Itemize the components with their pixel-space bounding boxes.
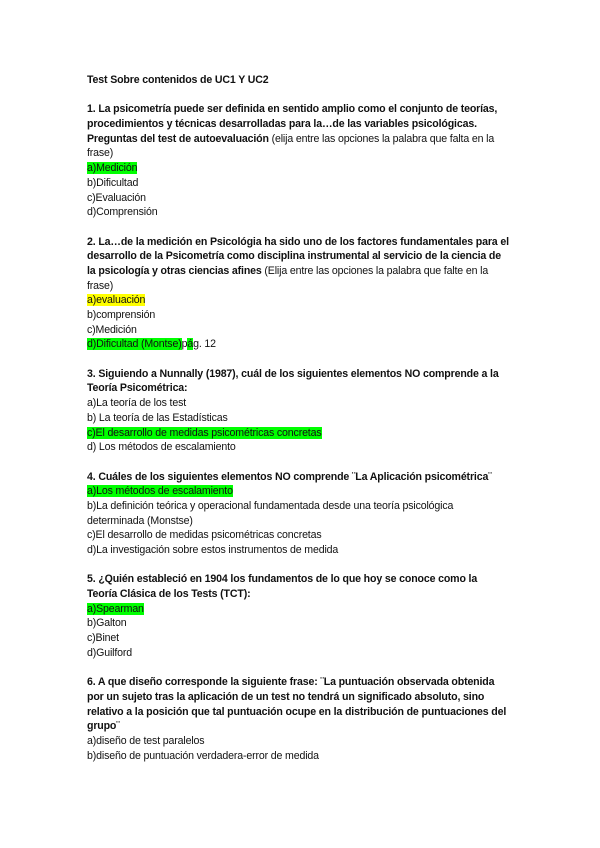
question-text-line	[87, 381, 527, 396]
answer-option	[87, 631, 527, 646]
answer-text: d)Guilford	[87, 646, 133, 659]
question-text-normal: (elija entre las opciones la palabra que falta en la	[268, 132, 495, 145]
answer-option	[87, 293, 527, 308]
answer-option	[87, 308, 527, 323]
question-text-line	[87, 117, 527, 132]
answer-text: b)Galton	[87, 617, 127, 630]
answer-option	[87, 411, 527, 426]
blank-line	[87, 455, 527, 470]
answer-option	[87, 602, 527, 617]
question-text-normal: (Elija entre las opciones la palabra que falte en la	[261, 264, 489, 277]
answer-text: d) Los métodos de escalamiento	[87, 441, 236, 454]
answer-option	[87, 161, 527, 176]
answer-text: p	[181, 338, 188, 351]
question-text-bold: relativo a la posición que tal puntuación ocupe en la distribución de puntuaciones del	[87, 705, 507, 718]
document-title	[87, 73, 527, 88]
question-block	[87, 235, 527, 353]
answer-option	[87, 426, 527, 441]
question-block	[87, 572, 527, 660]
question-text-line	[87, 132, 527, 147]
answer-text: c)Binet	[87, 632, 119, 645]
question-text-normal: frase)	[87, 147, 114, 160]
highlighted-answer-green: a)Los métodos de escalamiento	[87, 485, 233, 498]
question-text-line	[87, 719, 527, 734]
answer-text: c)Evaluación	[87, 191, 146, 204]
question-text-bold: 4. Cuáles de los siguientes elementos NO comprende ¨La Aplicación psicométrica¨	[87, 470, 492, 483]
question-text-line	[87, 690, 527, 705]
answer-option	[87, 749, 527, 764]
question-text-bold: por un sujeto tras la aplicación de un test no tendrá un significado absoluto, sino	[87, 690, 485, 703]
highlighted-answer-green: d)Dificultad (Montse)	[87, 338, 182, 351]
highlighted-answer-yellow: a)evaluación	[87, 294, 146, 307]
answer-text: b)Dificultad	[87, 176, 139, 189]
question-text-bold: 6. A que diseño corresponde la siguiente frase: ¨La puntuación observada obtenida	[87, 676, 495, 689]
answer-option	[87, 176, 527, 191]
blank-line	[87, 763, 527, 778]
answer-option	[87, 396, 527, 411]
question-text-line	[87, 367, 527, 382]
title-text: Test Sobre contenidos de UC1 Y UC2	[87, 74, 269, 86]
answer-text: determinada (Monstse)	[87, 514, 193, 527]
question-text-bold: Teoría Psicométrica:	[87, 382, 188, 395]
answer-text: b) La teoría de las Estadísticas	[87, 411, 228, 424]
answer-option	[87, 191, 527, 206]
answer-text: d)Comprensión	[87, 206, 158, 219]
question-text-bold: grupo¨	[87, 720, 120, 733]
answer-option	[87, 528, 527, 543]
highlighted-answer-green: a)Spearman	[87, 602, 144, 615]
answer-option	[87, 337, 527, 352]
answer-text: d)La investigación sobre estos instrumentos de medida	[87, 544, 339, 556]
question-block	[87, 102, 527, 220]
answer-text: a)La teoría de los test	[87, 397, 187, 410]
question-text-line	[87, 279, 527, 294]
answer-text: c)El desarrollo de medidas psicométricas concretas	[87, 529, 322, 542]
question-text-line	[87, 705, 527, 720]
answer-option	[87, 499, 527, 514]
question-text-bold: procedimientos y técnicas desarrolladas para la…de las variables psicológicas.	[87, 118, 477, 131]
highlighted-answer-green: a)Medición	[87, 162, 138, 175]
question-text-bold: desarrollo de la Psicometría como disciplina instrumental al servicio de la ciencia de	[87, 250, 501, 263]
answer-option	[87, 514, 527, 529]
question-text-line	[87, 249, 527, 264]
answer-option	[87, 440, 527, 455]
blank-line	[87, 88, 527, 103]
question-block	[87, 675, 527, 763]
question-text-line	[87, 146, 527, 161]
question-text-normal: frase)	[87, 279, 114, 292]
question-text-line	[87, 587, 527, 602]
question-text-line	[87, 235, 527, 250]
blank-line	[87, 661, 527, 676]
question-list	[87, 102, 527, 778]
question-text-bold: 3. Siguiendo a Nunnally (1987), cuál de los siguientes elementos NO comprende a la	[87, 367, 499, 380]
answer-text: b)comprensión	[87, 309, 156, 321]
blank-line	[87, 220, 527, 235]
question-text-bold: la psicología y otras ciencias afines	[87, 264, 262, 277]
blank-line	[87, 558, 527, 573]
blank-line	[87, 352, 527, 367]
highlighted-answer-green: c)El desarrollo de medidas psicométricas concretas	[87, 426, 322, 439]
question-text-bold: 1. La psicometría puede ser definida en sentido amplio como el conjunto de teorías,	[87, 103, 498, 116]
question-text-bold: Teoría Clásica de los Tests (TCT):	[87, 588, 251, 601]
question-text-line	[87, 675, 527, 690]
answer-option	[87, 205, 527, 220]
answer-text: b)La definición teórica y operacional fundamentada desde una teoría psicológica	[87, 499, 454, 512]
question-text-bold: 5. ¿Quién estableció en 1904 los fundamentos de lo que hoy se conoce como la	[87, 573, 478, 586]
question-text-bold: Preguntas del test de autoevaluación	[87, 132, 269, 145]
document-page	[87, 73, 527, 778]
question-text-line	[87, 470, 527, 485]
question-text-line	[87, 572, 527, 587]
answer-option	[87, 323, 527, 338]
question-text-line	[87, 264, 527, 279]
question-text-line	[87, 102, 527, 117]
answer-text: b)diseño de puntuación verdadera-error de medida	[87, 749, 319, 762]
question-block	[87, 470, 527, 558]
question-text-bold: 2. La…de la medición en Psicológia ha sido uno de los factores fundamentales para el	[87, 235, 509, 248]
answer-option	[87, 646, 527, 661]
answer-option	[87, 734, 527, 749]
answer-text: g. 12	[193, 338, 216, 351]
answer-option	[87, 484, 527, 499]
question-block	[87, 367, 527, 455]
highlighted-answer-green: á	[187, 338, 194, 351]
answer-option	[87, 616, 527, 631]
answer-text: a)diseño de test paralelos	[87, 734, 205, 747]
answer-text: c)Medición	[87, 323, 137, 336]
answer-option	[87, 543, 527, 558]
